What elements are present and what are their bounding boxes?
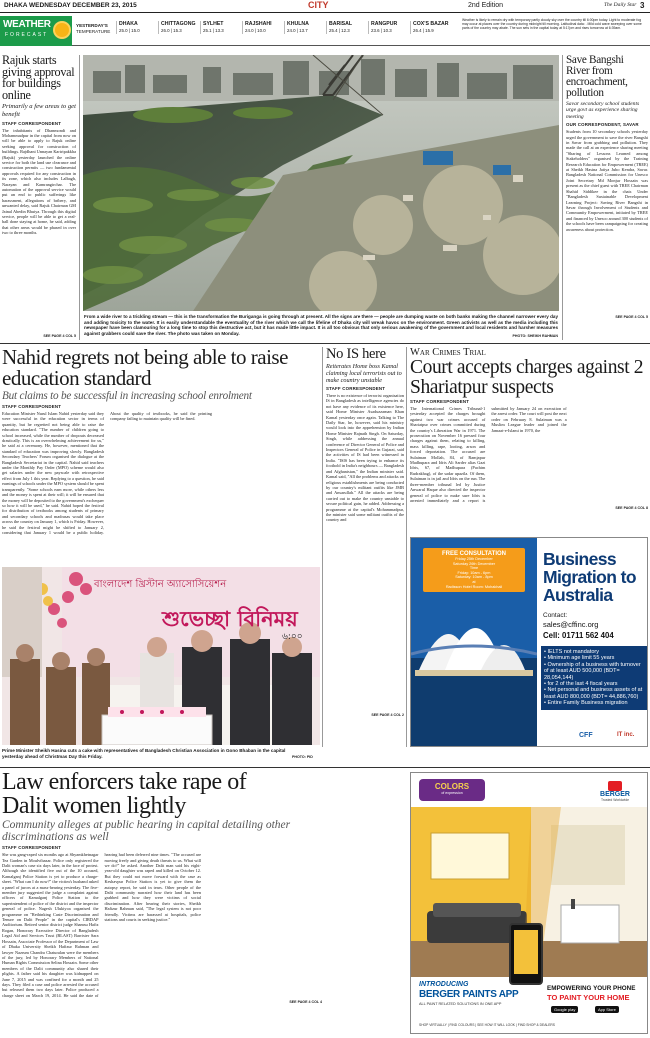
- warcrimes-headline: Court accepts charges against 2 Shariatpur suspects: [410, 357, 644, 398]
- weather-city-name: BARISAL: [329, 21, 353, 27]
- weather-label-yesterday: YESTERDAY'S: [76, 23, 108, 28]
- migration-email[interactable]: sales@cffinc.org: [543, 620, 599, 629]
- app-sub: ALL PAINT RELATED SOLUTIONS IN ONE APP: [419, 1002, 502, 1006]
- weather-city-7: [410, 21, 451, 34]
- bangshi-deck: Savar secondary school students urge govt as experience sharing meeting: [566, 101, 640, 120]
- weather-city-name: RAJSHAHI: [245, 21, 272, 27]
- migration-title: Business Migration to Australia: [543, 549, 636, 605]
- consultation-line: at: [472, 579, 476, 584]
- weather-city-1: [158, 21, 199, 34]
- consultation-line: Time: [469, 566, 479, 571]
- consultation-line: Saturday 26th December: [452, 561, 496, 566]
- migration-bullet: • Ownership of a business with turnover of at least AUD 500,000 (BDT= 28,054,144): [544, 661, 641, 681]
- isis-headline: No IS here: [326, 346, 386, 362]
- isis-body: There is no existence of terrorist organisation IS in Bangladesh as intelligence agencies do not have any evidence of its existence here, said Home Minister Asaduzzaman Khan Kamal yesterday once again. Talking to The Daily Star, he, however, said his ministry would look into the apprehension by Indian Home Minister Rajnath Singh. On Saturday, Singh, while addressing the annual conference of Director General of Police and Inspectors General of Police in Gujarat, said the activities of IS had been witnessed in India. "ISIS has been trying to enhance its foothold in India's neighbours — Bangladesh and Afghanistan," the Indian minister said. Kamal said, "All the problems and attacks on religious establishments are being conducted by our country's militant outfits like JMB and Ansarullah." All the attacks are being carried out to make the country unstable to secure political gain, he added. Addressing a programme at the capital's Mohammadpur, the minister said some militant outfits of the country and: [326, 393, 404, 523]
- weather-labels: [76, 23, 110, 35]
- dalit-byline: STAFF CORRESPONDENT: [2, 845, 62, 851]
- pm-photo: [2, 567, 320, 745]
- masthead-page-number: 3: [640, 1, 645, 10]
- masthead-section: CITY: [308, 0, 329, 10]
- pm-banner-top: বাংলাদেশ খ্রিস্টান অ্যাসোসিয়েশন: [94, 579, 227, 590]
- weather-city-temp: 24.0 | 13.7: [287, 28, 308, 33]
- nahid-deck: But claims to be successful in increasing school enrolment: [2, 390, 252, 402]
- rajuk-deck: Primarily a few areas to get benefit: [2, 103, 76, 118]
- migration-bullet: • Entire Family Business migration: [544, 700, 628, 707]
- app-name: BERGER PAINTS APP: [419, 989, 519, 1000]
- warcrimes-body: The International Crimes Tribunal-1 yesterday accepted the charges brought against two war crimes accused of Shariatpur over crimes committed during the country's Liberation War in 1971. The prosecution on November 16 pressed four charges against them, relating to killing, mass killing, rape, looting, arson and forced deportation. The accused are Sulaiman Mollah, 84, of Ramjapur Madhupara and Idris Ali Sarder alias Gazi Idris, 67, of Madhupara (Pachim Rudrakhag), of the sadar upazila. Of them, Sulaiman is in jail and Idris on the run. The three-member tribunal led by Justice Anwarul Haque also directed the inspector general of police to make sure Idris is arrested immediately and a report is submitted by January 24 on execution of the arrest order. The court will post the next order on February 8. Sulaiman was a Muslim League leader and joined the Jamaat-e-Islami in 1970, the: [410, 406, 567, 503]
- weather-bar: [0, 16, 650, 46]
- weather-city-4: [284, 21, 325, 34]
- consultation-title: FREE CONSULTATION: [442, 551, 506, 557]
- weather-city-name: COX'S BAZAR: [413, 21, 449, 27]
- bangshi-byline: OUR CORRESPONDENT, SAVAR: [566, 122, 639, 128]
- buriganga-photo: [83, 55, 559, 311]
- migration-bullet: • Net personal and business assets of at least AUD 800,000 (BDT= 44,886,760): [544, 687, 643, 700]
- weather-label-temperature: TEMPERATURE: [76, 29, 111, 34]
- weather-city-temp: 25.1 | 13.3: [203, 28, 224, 33]
- weather-city-temp: 23.6 | 10.3: [371, 28, 392, 33]
- isis-deck: Reiterates Home boss Kamal claiming local terrorists out to make country unstable: [326, 363, 402, 384]
- migration-bullet: • Minimum age limit 55 years: [544, 655, 615, 662]
- masthead-edition: 2nd Edition: [468, 2, 504, 9]
- rajuk-headline: Rajuk starts giving approval for buildings online: [2, 53, 75, 102]
- bangshi-more: SEE PAGE 4 COL 5: [615, 315, 648, 320]
- sun-icon: [55, 23, 69, 37]
- weather-title: WEATHER: [3, 19, 51, 30]
- warcrimes-byline: STAFF CORRESPONDENT: [410, 399, 470, 404]
- weather-city-3: [242, 21, 283, 34]
- app-tagline-1: EMPOWERING YOUR PHONE: [547, 985, 636, 992]
- it-logo: IT inc.: [617, 732, 635, 738]
- weather-subtitle: FORECAST: [5, 32, 49, 38]
- consultation-line: Friday 25th December: [455, 557, 493, 561]
- migration-bullets: [541, 646, 647, 710]
- weather-city-0: [116, 21, 157, 34]
- pm-banner: শুভেচ্ছা বিনিময়: [162, 607, 298, 631]
- app-fine-print: SHOP VIRTUALLY | FIND COLOURS | SEE HOW IT WILL LOOK | FIND SHOP & DEALERS: [419, 1023, 556, 1027]
- weather-forecast: Weather is likely to remain dry with temporary partly cloudy sky over the country till 6:00pm today. Light to moderate fog may occur at places over the country during midnight till morning. Latitudinal data: . Mild cold wave sweeping over some parts of the country may abate. The sun sets in the capital today at 5:17pm and rises tomorrow at 6:39am.: [462, 18, 642, 31]
- isis-byline: STAFF CORRESPONDENT: [326, 386, 386, 391]
- bangshi-article: [566, 55, 648, 339]
- weather-city-name: CHITTAGONG: [161, 21, 196, 27]
- weather-city-name: RANGPUR: [371, 21, 398, 27]
- dalit-article: [2, 770, 406, 1036]
- migration-contact-label: Contact:: [543, 612, 568, 619]
- dalit-more: SEE PAGE 4 COL 4: [289, 1000, 322, 1005]
- nahid-body: Education Minister Nurul Islam Nahid yesterday said they were successful in the education sector in terms of quantity, but he regretted not being able to raise the education standard. "The number of children going to school increased, while the number of dropouts decreased drastically. This is an overwhelming achievement for us," he said at a ceremony. He, however, mentioned that the standard of education was improving slowly. Bangladesh Secondary Teachers' Forum organised the dialogue at the Bangladesh Secretariat in the capital. Nahid said teachers under the Monthly Pay Order (MPO) scheme would also get salaries under the new payscale with retrospective effect from July 1 this year. Replying to a question, he said earnings of schools under the MPO system should be spent transparently. "Some schools earn more, while others less and the money is spent at their will; it will be ensured that the money will be deposited to the government's exchequer so how it will be used," he said. Nahid hoped the festival for distribution of textbooks among students of primary and secondary schools and madrasas would take place across the country on January 1, which is Friday. However, he said the festival might be shifted to January 2, considering that January 1 would be a public holiday. About the quality of textbooks, he said the printing company failing to maintain quality will be fined.: [2, 411, 212, 535]
- isis-more: SEE PAGE 4 COL 2: [371, 713, 404, 717]
- pm-banner-time: ৬:০০: [282, 632, 303, 642]
- colors-logo-text: COLORS: [434, 782, 470, 791]
- consultation-line: Saturday: 10am - 8pm: [455, 575, 493, 580]
- consultation-lines: [425, 557, 523, 589]
- nahid-article: [2, 347, 320, 563]
- berger-logo-text: BERGER: [600, 791, 630, 798]
- dalit-body: She was gang-raped six months ago at Shyamkhetnagar Tea Garden in Moulvibazar. Police only registered the Dalit woman's case six days later, in the face of protest. Although she identified five out of the 10 accused, Kamalganj Police Station is yet to produce a charge-sheet. "What can I do now?" the victim's husband asked a panel of jurors at a mass-hearing yesterday. The five-member jury suggested the judge a complaint against officers of Kamalganj Police Station to the superintendent of police of the district and the inspector general of police. Nagesh Ulukiyoa organised the programme on "Rethinking Caste Discrimination and Tenure on Dalit People" in the capital's CIRDAP Auditorium. Retired senior district judge Shamsu Hafiz Rogan, Honorary Executive Director of Bangladesh Legal Aid and Services Trust (BLAST) Barrister Sara Hossain, Associate Professor of the Department of Law of Dhaka University Sheikh Hafizur Rahman and lawyer Nazrum Chandra Chaturalan were the members of the jury, led by Honorary Members of National Human Rights Commission Selina Hossain. Some other members of the Dalit community also shared their plights. A father said his daughter was kidnapped on June 7, 2015 and was confined for a month and 25 days. They filed a case and police arrested the accused but released them two days later. Police produced a charge sheet on March 19, 2014. He said the date of hearing had been deferred nine times. "The accused are moving freely and giving death threats to us. What will we do?" he asked. Another Dalit man said his eight-year-old daughter was raped and killed on October 12. But they could not move forward with the case as Keshavpur Police Station is yet to give them the autopsy report, he said in tears. Other people of the Dalit community narrated how their land has been grabbed and how they were victims of social discrimination. After hearing their stories, Sheikh Hafizur Rahman said, "The legal system is not poor friendly. Victims are harassed at hospitals, police stations and courts in seeking justice.": [2, 852, 201, 998]
- masthead-date: DHAKA WEDNESDAY DECEMBER 23, 2015: [4, 2, 137, 9]
- weather-city-5: [326, 21, 367, 34]
- rajuk-article: [2, 55, 76, 339]
- weather-city-name: SYLHET: [203, 21, 224, 27]
- weather-cities: [116, 21, 452, 43]
- app-introducing: INTRODUCING: [419, 981, 469, 988]
- migration-ad[interactable]: [410, 537, 648, 747]
- rajuk-byline: STAFF CORRESPONDENT: [2, 120, 62, 126]
- masthead: [0, 0, 650, 13]
- weather-city-temp: 26.4 | 15.9: [413, 28, 434, 33]
- weather-city-temp: 25.0 | 15.0: [119, 28, 140, 33]
- warcrimes-article: [410, 347, 648, 533]
- weather-city-temp: 24.0 | 10.0: [245, 28, 266, 33]
- dalit-deck: Community alleges at public hearing in capital detailing other discriminations as well: [2, 819, 291, 843]
- weather-city-temp: 26.0 | 15.3: [161, 28, 182, 33]
- bangshi-headline: Save Bangshi River from encroachment, pollution: [566, 54, 628, 99]
- app-tagline-2: TO PAINT YOUR HOME: [547, 993, 630, 1002]
- bangshi-body: Students from 10 secondary schools yesterday urged the government to save the river Bangshi in Savar from grabbing and pollution. They made the call at an experience sharing meeting "Sharing of Lessons Learned among Stakeholders" organised by the Training Research Education for Empowerment (TREE) at Sheikh Hasina Jatiya Jubo Kendra, Savar. Bangladesh National Commission for Unesco Joint Secretary Md Monjur Hossain was present as the chief guest with TREE Chairman Shahid Siddikee in the chair. Under "Bangladesh Sustainable Development Learning Project: Saving River Bangshi in Savar through Involvement of Students and Community Empowerment, initiated by TREE and financed by Unesco around 300 students of the schools have been campaigning for creating awareness about protection.: [566, 129, 648, 232]
- pm-caption: Prime Minister Sheikh Hasina cuts a cake with representatives of Bangladesh Christian Association in Gono Bhaban in the capital yesterday ahead of Christmas Day this Friday.: [2, 748, 286, 759]
- buriganga-caption: From a wide river to a trickling stream — this is the transformation the Buriganga is going through at present. All the signs are there — people are dumping waste on both banks making the channel narrower every day and adding toxicity to the water. It is easily understandable the eventuality of the river which we call the lifeline of Dhaka city will wreak havoc on the environment. Green activists as well as the media including this newspaper have been clamouring for a long time to stop this destructive act, but it has made little impact. It is all too obvious that only serious awakening of the government and local residents and harsher measures against grabbers could save the river. The photo was taken on Monday.: [84, 314, 558, 336]
- weather-city-2: [200, 21, 241, 34]
- berger-logo-sub: Trusted Worldwide: [600, 798, 630, 802]
- nahid-headline: Nahid regrets not being able to raise education standard: [2, 345, 288, 390]
- colors-logo: [419, 779, 485, 801]
- nahid-byline: STAFF CORRESPONDENT: [2, 404, 62, 409]
- dalit-headline: Law enforcers take rape of Dalit women lightly: [2, 769, 247, 819]
- isis-article: [326, 347, 404, 747]
- consultation-line: Radisson Hotel Room: Mohakhali: [445, 584, 503, 589]
- cff-logo: CFF: [579, 732, 593, 739]
- berger-logo: [587, 781, 643, 802]
- river-illustration: [83, 55, 559, 311]
- google-play-badge[interactable]: Google play: [551, 1006, 578, 1013]
- app-store-badge[interactable]: App Store: [595, 1006, 619, 1013]
- pm-photo-credit: PHOTO: PID: [292, 755, 313, 759]
- berger-logo-mark: [608, 781, 622, 791]
- warcrimes-more: SEE PAGE 4 COL 8: [615, 506, 648, 510]
- consultation-line: Friday: 10am - 6pm: [457, 570, 491, 575]
- colors-logo-sub: of expression: [441, 791, 463, 795]
- phone-icon: [509, 923, 543, 985]
- weather-city-name: KHULNA: [287, 21, 309, 27]
- consultation-box: [423, 548, 525, 592]
- warcrimes-kicker: War Crimes Trial: [410, 347, 486, 358]
- berger-ad[interactable]: [410, 772, 648, 1034]
- migration-cell[interactable]: Cell: 01711 562 404: [543, 631, 614, 640]
- migration-bullet: • IELTS not mandatory: [544, 649, 600, 655]
- migration-bullet: • for 2 of the last 4 fiscal years: [544, 681, 618, 688]
- masthead-paper: The Daily Star: [604, 2, 637, 8]
- weather-logo: [0, 16, 72, 46]
- rajuk-more: SEE PAGE 4 COL 5: [43, 333, 76, 338]
- weather-city-temp: 25.4 | 12.3: [329, 28, 350, 33]
- weather-city-name: DHAKA: [119, 21, 138, 27]
- weather-city-6: [368, 21, 409, 34]
- buriganga-photo-credit: PHOTO: SHEIKH RAHMAN: [512, 334, 558, 338]
- rajuk-body: The inhabitants of Dhanmondi and Mohammadpur in the capital from now on will be able to apply to Rajuk online seeking approval for construction of buildings. Rajdhani Unnayan Kartripakkha (Rajuk) yesterday launched the online service for both the land use clearance and construction permits — two fundamental approvals required for any construction in its zone, which also includes Lalbagh, Narayan and Kamrangirchar. The automation of the approval service would put an end to public sufferings like harassment, allegations of bribery, and unwanted delay, said Rajuk Chairman GM Jainal Abedin Bhuiya. Through this digital service, people will be able to get a real-ball done staying at home, he said, adding that other areas would be phased in over two to three months.: [2, 127, 76, 236]
